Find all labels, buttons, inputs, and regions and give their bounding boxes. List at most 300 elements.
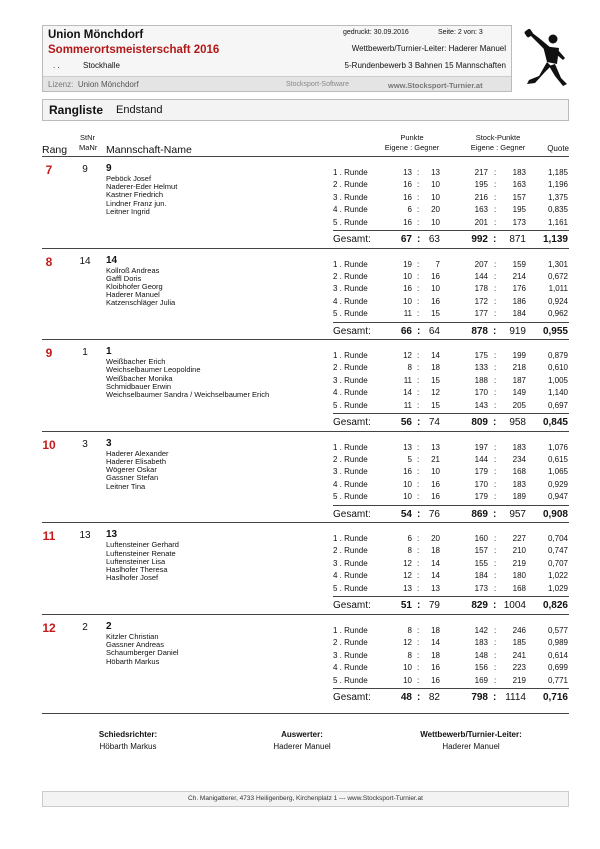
- total-stock-own: 992: [471, 234, 488, 245]
- total-rule: [333, 322, 569, 323]
- total-stock-opponent: 871: [509, 234, 526, 245]
- total-points-opponent: 63: [428, 234, 440, 245]
- stock-separator: :: [494, 400, 497, 410]
- round-quote: 1,005: [547, 375, 568, 385]
- round-row: [42, 556, 569, 571]
- stock-points-own: 201: [474, 217, 488, 227]
- round-row: [42, 297, 569, 309]
- stock-points-opponent: 163: [512, 180, 526, 189]
- stock-points-own: 170: [474, 479, 488, 489]
- col-stock-sub: Eigene : Gegner: [470, 143, 526, 152]
- stock-points-opponent: 214: [512, 271, 526, 281]
- team-block: [42, 522, 569, 612]
- player-name: Haslhofer Theresa: [106, 565, 168, 574]
- competition-format: 5-Rundenbewerb 3 Bahnen 15 Mannschaften: [344, 61, 506, 70]
- team-rank: 10: [42, 437, 56, 452]
- stock-points-own: 179: [474, 467, 488, 477]
- points-own: 11: [403, 309, 412, 319]
- stock-separator: :: [494, 650, 497, 660]
- round-quote: 1,029: [547, 583, 568, 593]
- stock-points-own: 172: [474, 296, 488, 306]
- total-stock-own: 829: [471, 600, 488, 612]
- stock-points-opponent: 159: [512, 259, 526, 269]
- total-rule: [333, 230, 569, 231]
- player-name: Luftensteiner Renate: [106, 548, 176, 558]
- total-stock-opponent: 1004: [503, 600, 526, 612]
- points-own: 16: [403, 284, 412, 294]
- points-separator: :: [417, 492, 420, 502]
- stock-points-own: 173: [474, 583, 488, 593]
- total-label: Gesamt:: [333, 508, 371, 520]
- points-separator: :: [417, 375, 420, 385]
- round-label: 4 . Runde: [333, 571, 368, 581]
- points-opponent: 16: [431, 296, 440, 306]
- stock-points-own: 144: [474, 454, 488, 464]
- player-name: Wögerer Oskar: [106, 465, 157, 475]
- col-quote: Quote: [547, 144, 569, 153]
- team-start-number: 14: [79, 255, 91, 267]
- points-opponent: 18: [431, 650, 440, 660]
- stock-points-opponent: 157: [512, 192, 526, 202]
- points-opponent: 14: [431, 558, 440, 568]
- points-own: 16: [403, 180, 412, 189]
- points-separator: :: [417, 400, 420, 410]
- round-label: 2 . Runde: [333, 271, 368, 281]
- points-separator: :: [417, 180, 420, 189]
- stock-separator: :: [494, 626, 497, 635]
- end-rule: [42, 713, 569, 714]
- team-start-number: 13: [79, 530, 91, 542]
- venue: Stockhalle: [83, 61, 120, 70]
- stock-points-own: 163: [474, 205, 488, 214]
- stock-points-own: 157: [474, 546, 488, 556]
- player-name: Leitner Tina: [106, 481, 146, 491]
- round-row: [42, 534, 569, 546]
- stock-points-opponent: 210: [512, 546, 526, 556]
- points-own: 10: [403, 296, 412, 306]
- points-own: 8: [407, 626, 412, 635]
- total-points-separator: :: [417, 692, 421, 703]
- round-quote: 0,707: [547, 558, 568, 568]
- player-name: Haderer Elisabeth: [106, 457, 167, 466]
- player-name: Weichselbaumer Leopoldine: [106, 365, 201, 375]
- stock-separator: :: [494, 479, 497, 489]
- round-label: 1 . Runde: [333, 534, 368, 544]
- stock-separator: :: [494, 284, 497, 294]
- round-quote: 0,704: [547, 534, 568, 544]
- round-label: 2 . Runde: [333, 546, 368, 556]
- stock-points-own: 216: [474, 192, 488, 202]
- points-opponent: 16: [431, 675, 440, 685]
- total-points-opponent: 64: [428, 325, 440, 337]
- points-opponent: 14: [431, 638, 440, 647]
- round-row: [42, 638, 569, 650]
- tournament-leader: Wettbewerb/Turnier-Leiter: Haderer Manuel: [351, 44, 506, 53]
- points-own: 16: [403, 467, 412, 477]
- points-separator: :: [417, 546, 420, 556]
- stock-separator: :: [494, 180, 497, 189]
- points-own: 16: [403, 217, 412, 227]
- signature-name: Haderer Manuel: [273, 742, 331, 751]
- round-row: [42, 401, 569, 413]
- round-row: [42, 546, 569, 558]
- round-quote: 1,375: [547, 192, 568, 202]
- round-row: [42, 309, 569, 321]
- round-label: 1 . Runde: [333, 259, 368, 269]
- stock-points-opponent: 227: [512, 534, 526, 544]
- total-points-opponent: 74: [428, 417, 440, 429]
- ranking-title: Rangliste: [49, 103, 104, 117]
- points-separator: :: [417, 271, 420, 281]
- stock-separator: :: [494, 534, 497, 544]
- player-name: Kloibhofer Georg: [106, 282, 163, 291]
- round-row: [42, 571, 569, 583]
- round-row: [42, 648, 569, 663]
- points-separator: :: [417, 192, 420, 202]
- total-stock-own: 798: [471, 692, 488, 703]
- points-opponent: 14: [431, 571, 440, 581]
- stock-points-opponent: 219: [512, 558, 526, 568]
- total-rule: [333, 413, 569, 414]
- total-row: [42, 509, 569, 523]
- player-name: Kitzler Christian: [106, 632, 159, 641]
- total-row: [42, 326, 569, 340]
- points-own: 13: [403, 168, 412, 177]
- stock-separator: :: [494, 271, 497, 281]
- round-row: [42, 676, 569, 688]
- total-label: Gesamt:: [333, 692, 371, 703]
- stock-separator: :: [494, 205, 497, 214]
- round-quote: 1,196: [547, 180, 568, 189]
- round-quote: 0,697: [547, 400, 568, 410]
- points-own: 10: [403, 675, 412, 685]
- round-label: 2 . Runde: [333, 363, 368, 373]
- total-stock-separator: :: [493, 234, 497, 245]
- points-opponent: 13: [431, 168, 440, 177]
- round-quote: 0,771: [547, 675, 568, 685]
- player-name: Gassner Andreas: [106, 640, 164, 650]
- total-stock-own: 878: [471, 325, 488, 337]
- points-separator: :: [417, 663, 420, 672]
- points-opponent: 20: [431, 205, 440, 214]
- points-separator: :: [417, 583, 420, 593]
- stock-points-own: 142: [474, 626, 488, 635]
- software-name: Stocksport-Software: [286, 81, 350, 88]
- player-name: Katzenschläger Julia: [106, 298, 176, 308]
- total-stock-separator: :: [493, 417, 497, 429]
- total-points-separator: :: [417, 325, 421, 337]
- total-points-separator: :: [417, 600, 421, 612]
- points-separator: :: [417, 168, 420, 177]
- points-separator: :: [417, 217, 420, 227]
- stock-points-opponent: 234: [512, 454, 526, 464]
- round-quote: 1,011: [548, 284, 568, 294]
- round-quote: 0,962: [547, 309, 568, 319]
- col-manr: MaNr: [79, 143, 98, 152]
- total-stock-opponent: 1114: [505, 692, 526, 703]
- stock-points-opponent: 241: [512, 650, 526, 660]
- points-separator: :: [417, 467, 420, 477]
- signature-referee: [43, 729, 213, 753]
- round-row: [42, 626, 569, 638]
- round-row: [42, 168, 569, 180]
- total-quote: 0,908: [542, 508, 568, 520]
- stock-separator: :: [494, 583, 497, 593]
- round-quote: 1,140: [547, 388, 568, 398]
- player-name: Haderer Alexander: [106, 448, 169, 458]
- player-name: Luftensteiner Gerhard: [106, 540, 179, 550]
- round-quote: 0,747: [547, 546, 568, 556]
- round-quote: 0,610: [547, 363, 568, 373]
- round-row: [42, 388, 569, 400]
- points-opponent: 10: [431, 284, 440, 294]
- col-punkte: Punkte: [400, 133, 424, 142]
- points-own: 8: [407, 650, 412, 660]
- round-label: 1 . Runde: [333, 626, 368, 635]
- stock-separator: :: [494, 259, 497, 269]
- player-name: Schaumberger Daniel: [106, 648, 179, 658]
- stock-points-own: 156: [474, 663, 488, 672]
- team-name: 3: [106, 437, 112, 449]
- stock-points-opponent: 180: [512, 571, 526, 581]
- stock-separator: :: [494, 309, 497, 319]
- round-quote: 1,076: [547, 442, 568, 452]
- player-name: Weißbacher Erich: [106, 357, 166, 367]
- signature-name: Haderer Manuel: [442, 742, 500, 751]
- total-points-separator: :: [417, 417, 421, 429]
- stock-points-own: 169: [474, 675, 488, 685]
- points-own: 13: [403, 442, 412, 452]
- event-title: Sommerortsmeisterschaft 2016: [48, 44, 220, 56]
- stock-points-own: 143: [474, 400, 488, 410]
- ranking-bar: [42, 99, 569, 121]
- points-opponent: 10: [431, 217, 440, 227]
- player-name: Kastner Friedrich: [106, 190, 164, 200]
- total-row: [42, 600, 569, 614]
- total-points-separator: :: [417, 234, 421, 245]
- player-name: Haderer Manuel: [106, 290, 160, 300]
- total-stock-opponent: 919: [509, 325, 526, 337]
- total-rule: [333, 688, 569, 689]
- round-label: 3 . Runde: [333, 192, 368, 202]
- points-own: 12: [403, 638, 412, 647]
- round-row: [42, 351, 569, 363]
- total-label: Gesamt:: [333, 417, 371, 429]
- total-stock-separator: :: [493, 692, 497, 703]
- points-own: 10: [403, 492, 412, 502]
- stock-points-own: 148: [474, 650, 488, 660]
- stocksport-player-icon: [521, 28, 569, 88]
- points-own: 12: [403, 571, 412, 581]
- total-points-own: 56: [400, 417, 412, 429]
- round-label: 2 . Runde: [333, 180, 368, 189]
- stock-points-opponent: 168: [512, 467, 526, 477]
- col-rang: Rang: [42, 144, 68, 156]
- points-opponent: 18: [431, 626, 440, 635]
- club-name: Union Mönchdorf: [48, 29, 144, 41]
- points-opponent: 10: [431, 180, 440, 189]
- points-separator: :: [417, 442, 420, 452]
- points-separator: :: [417, 351, 420, 361]
- points-separator: :: [417, 454, 420, 464]
- round-label: 4 . Runde: [333, 388, 368, 398]
- player-name: Leitner Ingrid: [106, 206, 150, 216]
- stock-separator: :: [494, 467, 497, 477]
- round-label: 5 . Runde: [333, 400, 368, 410]
- round-label: 3 . Runde: [333, 467, 368, 477]
- stock-points-own: 197: [474, 442, 488, 452]
- points-separator: :: [417, 571, 420, 581]
- stock-separator: :: [494, 558, 497, 568]
- stock-points-own: 155: [474, 558, 488, 568]
- team-rank: 9: [45, 346, 53, 361]
- points-own: 19: [403, 259, 412, 269]
- venue-prefix: . .: [53, 61, 60, 70]
- total-points-opponent: 76: [428, 508, 440, 520]
- stock-points-opponent: 168: [512, 583, 526, 593]
- player-name: Luftensteiner Lisa: [106, 556, 166, 566]
- total-points-own: 67: [400, 234, 412, 245]
- round-quote: 0,672: [547, 271, 568, 281]
- points-separator: :: [417, 479, 420, 489]
- website-url: www.Stocksport-Turnier.at: [388, 81, 483, 90]
- total-quote: 0,826: [542, 600, 568, 612]
- round-row: [42, 373, 569, 388]
- player-name: Schmidbauer Erwin: [106, 381, 172, 391]
- points-separator: :: [417, 296, 420, 306]
- points-opponent: 15: [431, 400, 440, 410]
- points-own: 12: [403, 351, 412, 361]
- stock-points-own: 170: [474, 388, 488, 398]
- round-label: 3 . Runde: [333, 558, 368, 568]
- round-quote: 0,947: [547, 492, 568, 502]
- round-label: 4 . Runde: [333, 479, 368, 489]
- col-name: Mannschaft-Name: [106, 144, 192, 156]
- round-quote: 1,065: [547, 467, 568, 477]
- round-quote: 0,929: [547, 479, 568, 489]
- total-points-own: 66: [400, 325, 412, 337]
- round-quote: 0,989: [547, 638, 568, 647]
- licence-value: Union Mönchdorf: [77, 80, 139, 89]
- points-own: 6: [407, 534, 412, 544]
- total-points-own: 48: [400, 692, 412, 703]
- team-rank: 8: [45, 254, 53, 269]
- stock-separator: :: [494, 217, 497, 227]
- stock-points-own: 217: [474, 168, 488, 177]
- points-separator: :: [417, 284, 420, 294]
- round-row: [42, 218, 569, 230]
- points-opponent: 13: [431, 583, 440, 593]
- stock-points-opponent: 187: [512, 375, 526, 385]
- team-name: 1: [106, 346, 112, 358]
- team-start-number: 1: [82, 347, 88, 359]
- player-name: Weißbacher Monika: [106, 373, 173, 383]
- total-quote: 0,716: [542, 692, 568, 703]
- points-opponent: 16: [431, 479, 440, 489]
- signature-title: Auswerter:: [281, 730, 323, 739]
- round-label: 3 . Runde: [333, 375, 368, 385]
- player-name: Gaffl Doris: [106, 273, 142, 283]
- round-row: [42, 363, 569, 375]
- total-stock-separator: :: [493, 508, 497, 520]
- stock-separator: :: [494, 546, 497, 556]
- licence-label: Lizenz:: [48, 80, 74, 89]
- round-label: 1 . Runde: [333, 351, 368, 361]
- player-name: Naderer-Eder Helmut: [106, 182, 178, 192]
- points-opponent: 21: [431, 454, 440, 464]
- total-points-own: 54: [400, 508, 412, 520]
- total-stock-opponent: 958: [509, 417, 526, 429]
- stock-separator: :: [494, 375, 497, 385]
- total-stock-opponent: 957: [509, 508, 526, 520]
- team-name: 2: [106, 621, 112, 632]
- round-label: 1 . Runde: [333, 442, 368, 452]
- round-row: [42, 455, 569, 467]
- round-quote: 1,301: [547, 259, 568, 269]
- team-start-number: 3: [82, 438, 88, 450]
- stock-points-opponent: 219: [512, 675, 526, 685]
- stock-points-opponent: 173: [512, 217, 526, 227]
- points-separator: :: [417, 309, 420, 319]
- round-label: 4 . Runde: [333, 205, 368, 214]
- team-block: [42, 614, 569, 704]
- stock-points-opponent: 246: [512, 626, 526, 635]
- team-name: 13: [106, 529, 118, 541]
- stock-separator: :: [494, 442, 497, 452]
- stock-points-opponent: 183: [512, 479, 526, 489]
- stock-points-own: 144: [474, 271, 488, 281]
- points-opponent: 16: [431, 492, 440, 502]
- points-opponent: 16: [431, 663, 440, 672]
- total-points-opponent: 79: [428, 600, 440, 612]
- stock-points-opponent: 189: [512, 492, 526, 502]
- stock-points-opponent: 185: [512, 638, 526, 647]
- total-label: Gesamt:: [333, 325, 371, 337]
- points-own: 11: [403, 375, 412, 385]
- player-name: Haslhofer Josef: [106, 573, 159, 583]
- points-separator: :: [417, 534, 420, 544]
- stock-separator: :: [494, 492, 497, 502]
- stock-separator: :: [494, 638, 497, 647]
- stock-separator: :: [494, 363, 497, 373]
- col-stnr: StNr: [80, 133, 95, 142]
- team-block: [42, 156, 569, 246]
- round-quote: 0,879: [547, 351, 568, 361]
- round-quote: 0,835: [547, 205, 568, 214]
- round-quote: 0,924: [547, 296, 568, 306]
- page-indicator: Seite: 2 von: 3: [438, 29, 483, 36]
- points-opponent: 20: [431, 534, 440, 544]
- team-start-number: 2: [82, 622, 88, 633]
- total-quote: 1,139: [542, 234, 568, 245]
- round-row: [42, 492, 569, 504]
- points-own: 6: [407, 205, 412, 214]
- points-opponent: 7: [435, 259, 440, 269]
- total-stock-separator: :: [493, 325, 497, 337]
- signature-title: Wettbewerb/Turnier-Leiter:: [420, 730, 522, 739]
- player-name: Weichselbaumer Sandra / Weichselbaumer Erich: [106, 390, 270, 399]
- stock-separator: :: [494, 388, 497, 398]
- stock-points-opponent: 183: [512, 168, 526, 177]
- total-rule: [333, 505, 569, 506]
- round-row: [42, 272, 569, 284]
- team-rank: 11: [42, 529, 56, 544]
- stock-separator: :: [494, 663, 497, 672]
- signature-leader: [386, 729, 556, 753]
- points-own: 14: [403, 388, 412, 398]
- document-header: [42, 25, 512, 92]
- team-name: 14: [106, 254, 118, 266]
